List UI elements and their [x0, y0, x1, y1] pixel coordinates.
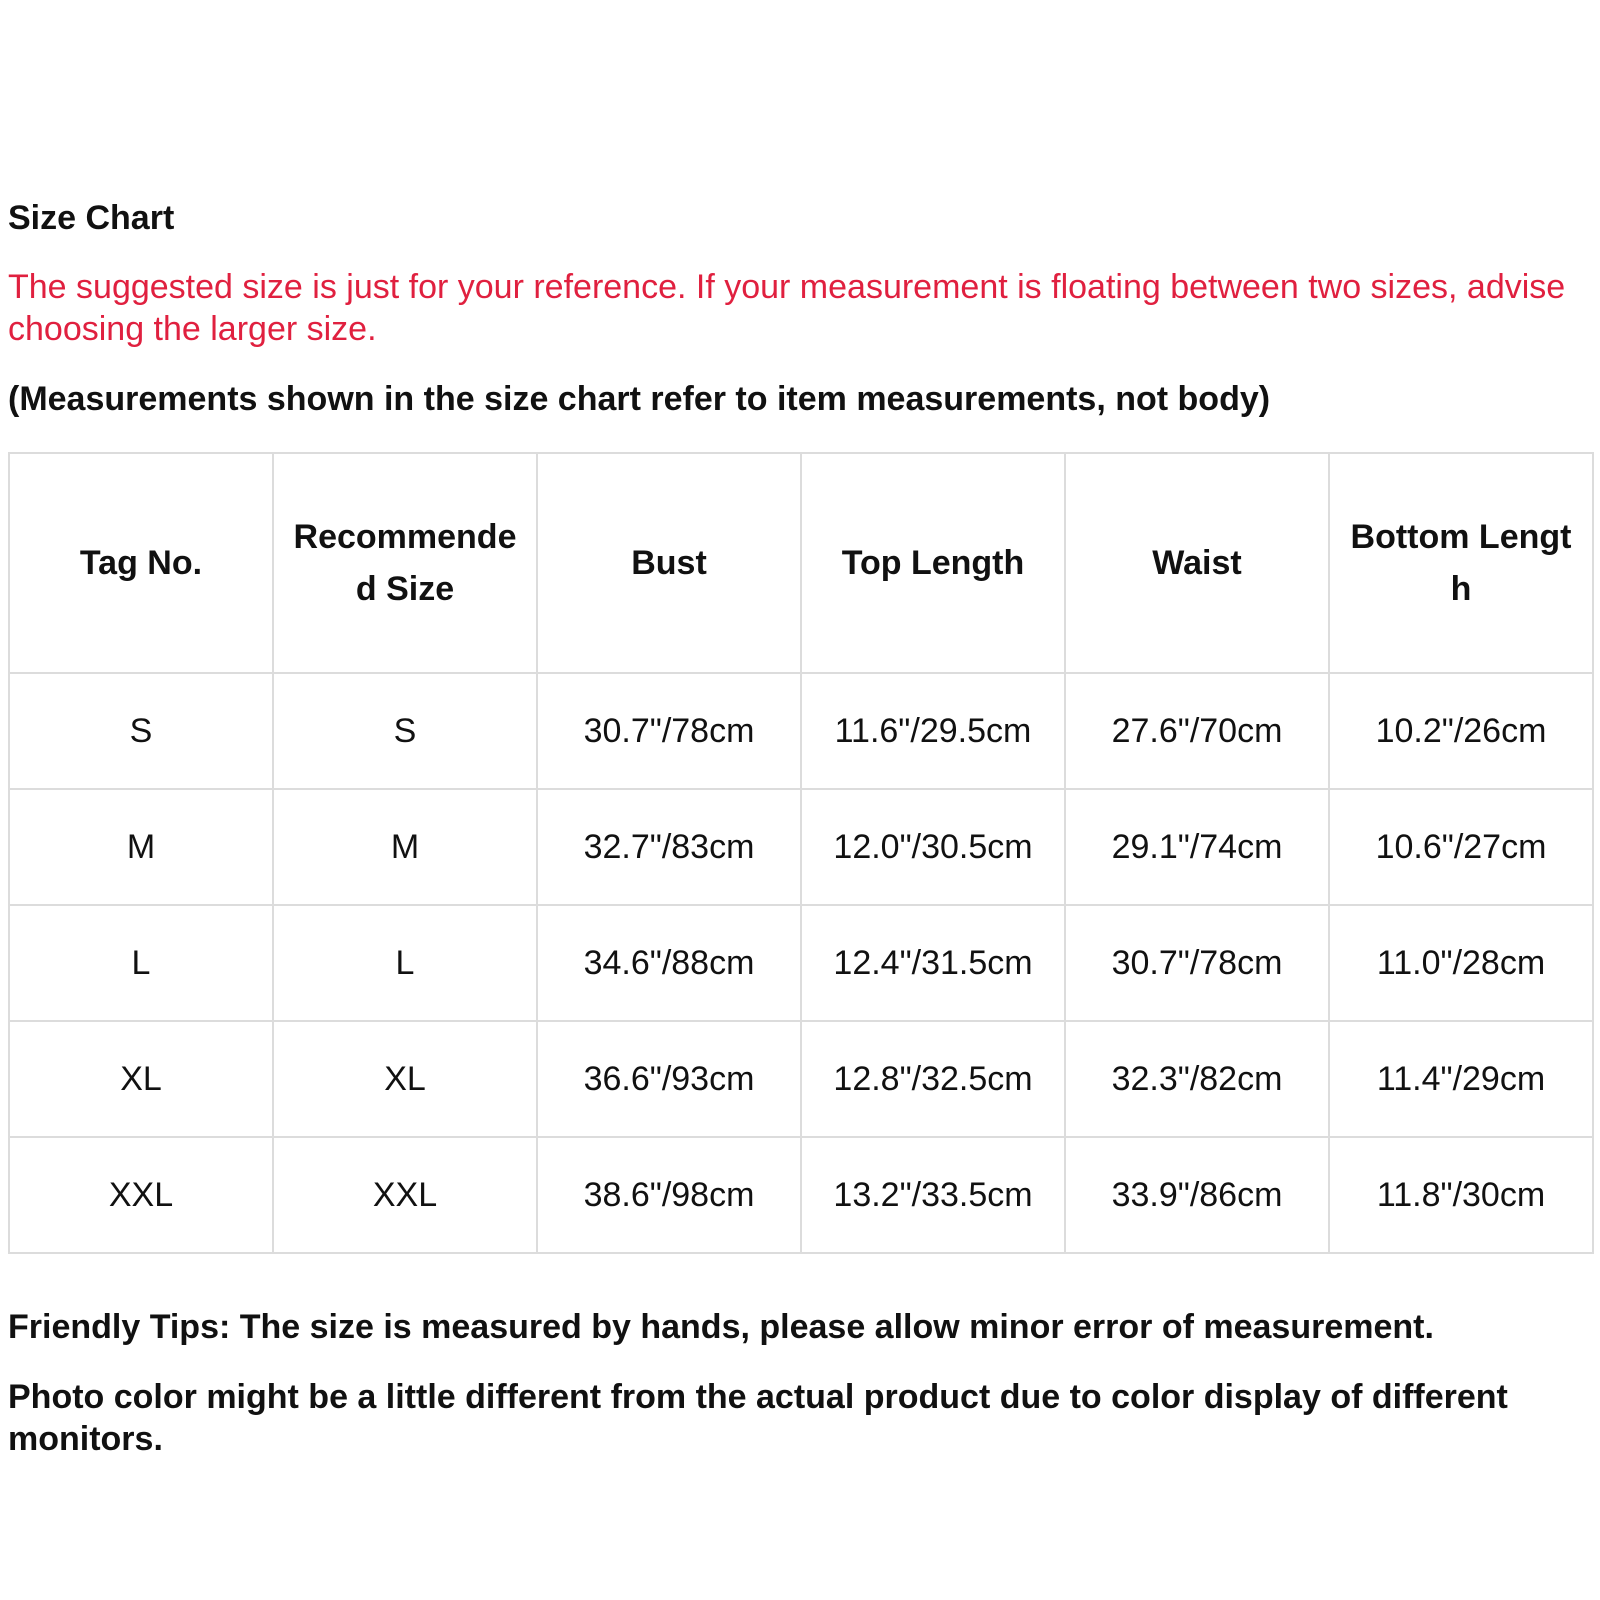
recommended-size-cell: XXL [273, 1137, 537, 1253]
friendly-tips: Friendly Tips: The size is measured by hands, please allow minor error of measurement. [8, 1308, 1434, 1346]
bust-cell: 38.6"/98cm [537, 1137, 801, 1253]
waist-cell: 27.6"/70cm [1065, 673, 1329, 789]
top-length-cell: 12.4"/31.5cm [801, 905, 1065, 1021]
photo-color-note: Photo color might be a little different from the actual product due to color display of different monitors. [8, 1378, 1508, 1458]
table-row [9, 789, 1593, 905]
header-bottom-length: Bottom Length [1329, 453, 1593, 673]
size-table-body [9, 673, 1593, 1253]
top-length-cell: 11.6"/29.5cm [801, 673, 1065, 789]
table-row [9, 905, 1593, 1021]
bottom-length-cell: 11.8"/30cm [1329, 1137, 1593, 1253]
tag-no-cell: S [9, 673, 273, 789]
size-table [8, 452, 1594, 1254]
bottom-length-cell: 10.6"/27cm [1329, 789, 1593, 905]
waist-cell: 30.7"/78cm [1065, 905, 1329, 1021]
bottom-length-cell: 11.4"/29cm [1329, 1021, 1593, 1137]
bust-cell: 30.7"/78cm [537, 673, 801, 789]
header-bust: Bust [537, 453, 801, 673]
header-tag-no: Tag No. [9, 453, 273, 673]
tag-no-cell: XL [9, 1021, 273, 1137]
waist-cell: 29.1"/74cm [1065, 789, 1329, 905]
header-top-length: Top Length [801, 453, 1065, 673]
recommended-size-cell: S [273, 673, 537, 789]
size-advice-notice: The suggested size is just for your reference. If your measurement is floating between two sizes, advise choosing the larger size. [8, 268, 1566, 348]
recommended-size-cell: M [273, 789, 537, 905]
header-waist: Waist [1065, 453, 1329, 673]
bust-cell: 32.7"/83cm [537, 789, 801, 905]
recommended-size-cell: L [273, 905, 537, 1021]
bottom-length-cell: 10.2"/26cm [1329, 673, 1593, 789]
waist-cell: 33.9"/86cm [1065, 1137, 1329, 1253]
header-row [9, 453, 1593, 673]
recommended-size-cell: XL [273, 1021, 537, 1137]
page-title: Size Chart [8, 199, 175, 237]
top-length-cell: 12.8"/32.5cm [801, 1021, 1065, 1137]
size-chart-page [8, 0, 1594, 1600]
table-row [9, 1137, 1593, 1253]
top-length-cell: 12.0"/30.5cm [801, 789, 1065, 905]
bust-cell: 36.6"/93cm [537, 1021, 801, 1137]
bust-cell: 34.6"/88cm [537, 905, 801, 1021]
header-recommended-size: Recommended Size [273, 453, 537, 673]
tag-no-cell: M [9, 789, 273, 905]
tag-no-cell: L [9, 905, 273, 1021]
measurement-note: (Measurements shown in the size chart refer to item measurements, not body) [8, 380, 1271, 418]
table-row [9, 1021, 1593, 1137]
tag-no-cell: XXL [9, 1137, 273, 1253]
table-row [9, 673, 1593, 789]
bottom-length-cell: 11.0"/28cm [1329, 905, 1593, 1021]
top-length-cell: 13.2"/33.5cm [801, 1137, 1065, 1253]
size-table-header [9, 453, 1593, 673]
waist-cell: 32.3"/82cm [1065, 1021, 1329, 1137]
